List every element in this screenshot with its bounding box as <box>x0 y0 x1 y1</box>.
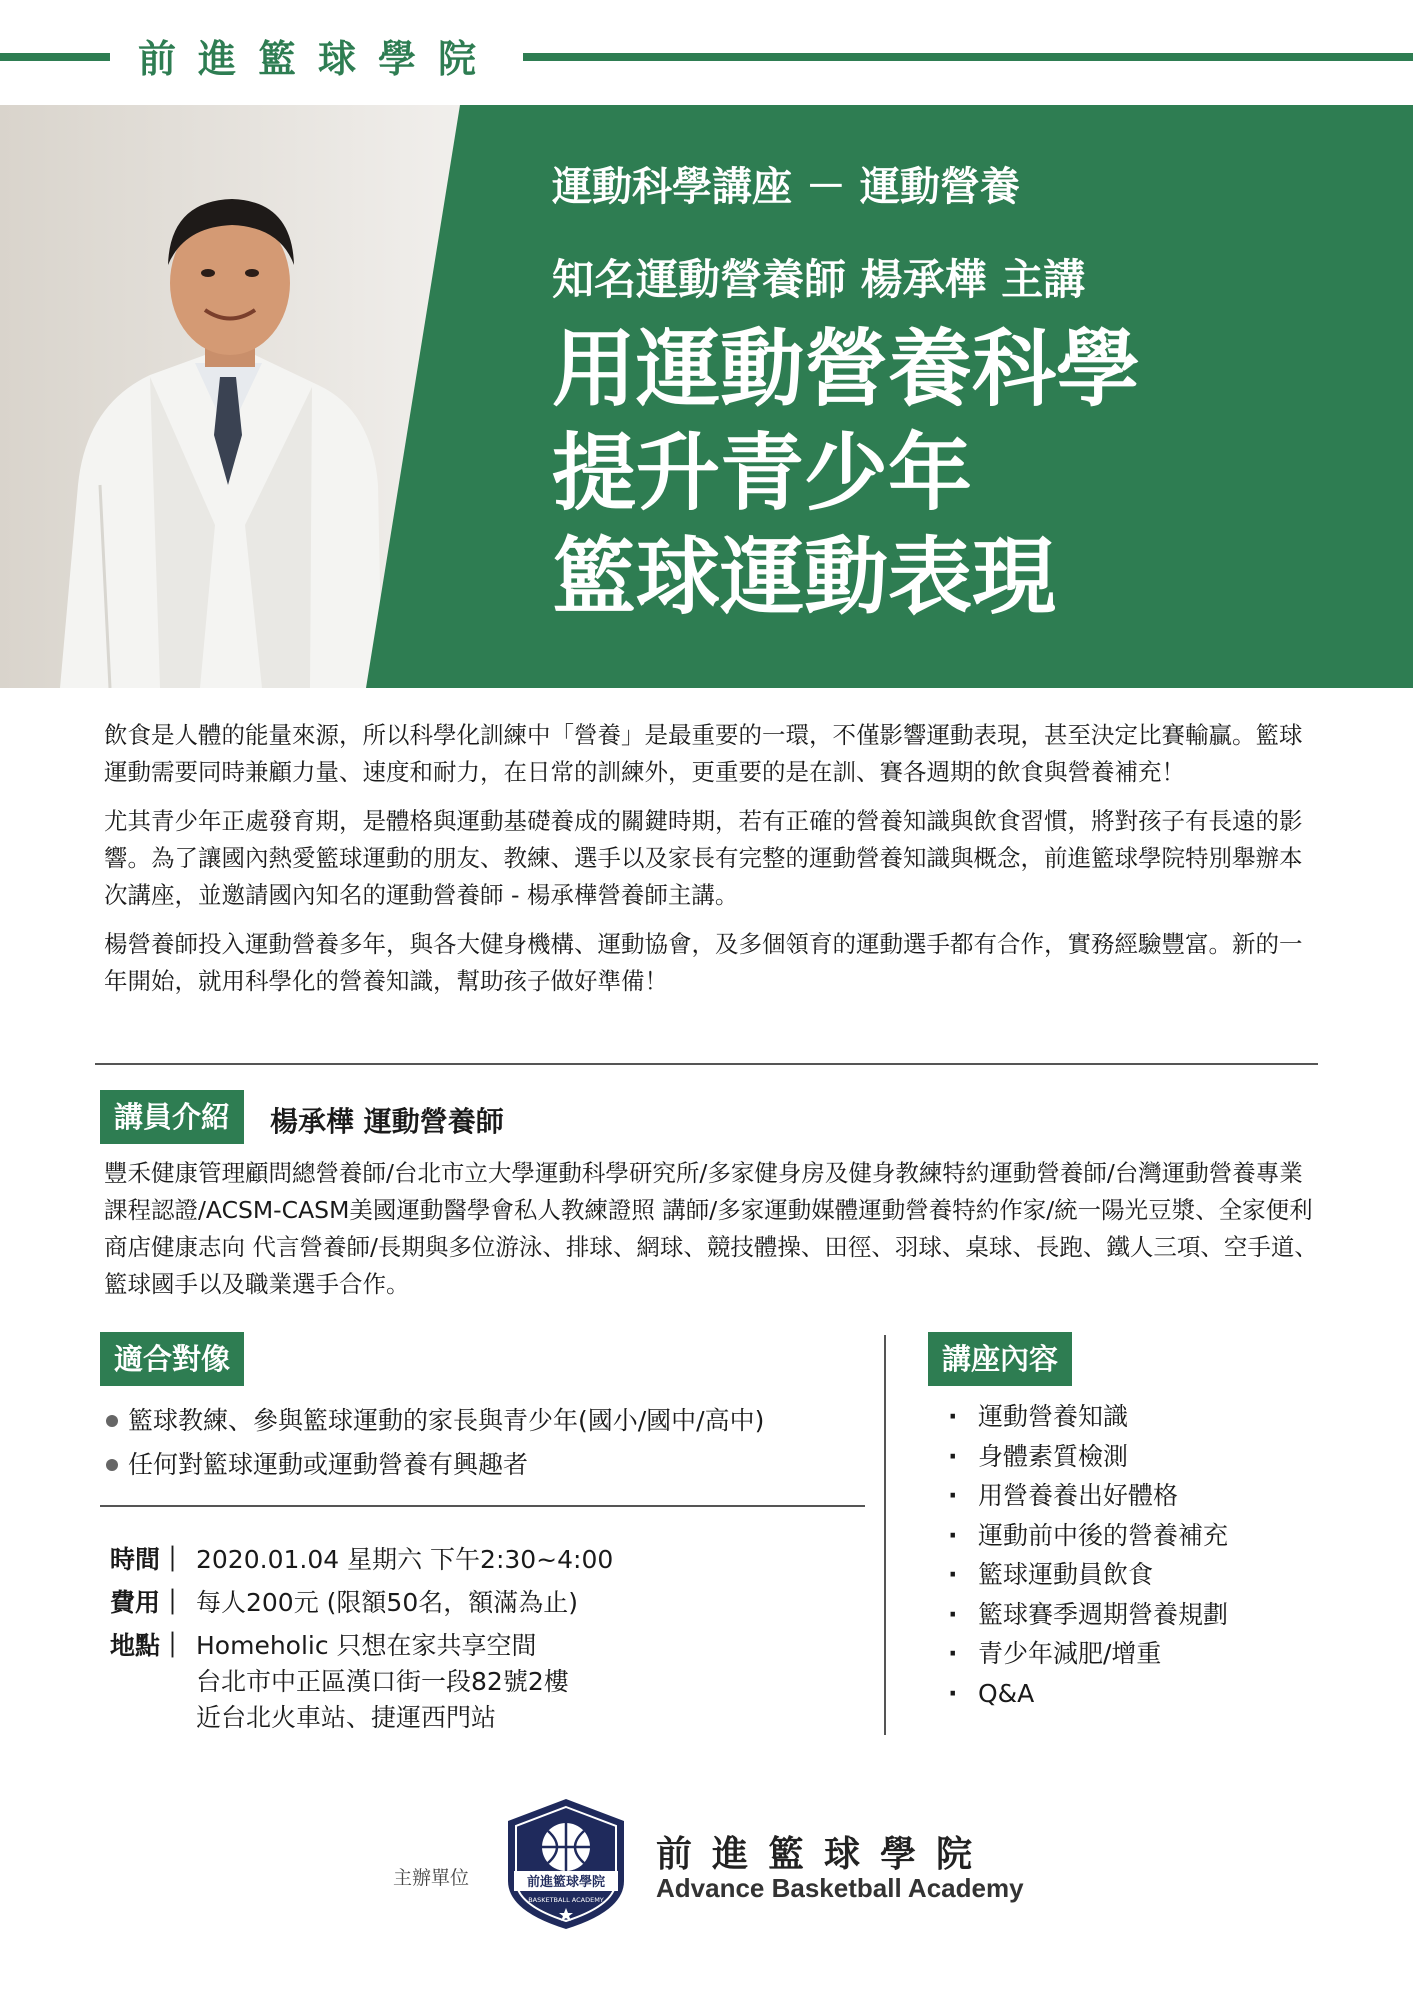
list-item: 籃球教練、參與籃球運動的家長與青少年(國小/國中/高中) <box>104 1399 764 1443</box>
topics-tag: 講座內容 <box>928 1332 1072 1386</box>
audience-tag: 適合對像 <box>100 1332 244 1386</box>
info-place-line: 近台北火車站、捷運西門站 <box>196 1703 497 1732</box>
logo-small-text: BASKETBALL ACADEMY <box>528 1896 604 1904</box>
section-divider <box>95 1063 1318 1065</box>
list-item: · 用營養養出好體格 <box>948 1476 1228 1516</box>
host-label: 主辦單位 <box>393 1867 470 1889</box>
instructor-tag: 講員介紹 <box>100 1090 244 1144</box>
footer-org-name-zh: 前進籃球學院 <box>656 1834 993 1875</box>
list-item: · 籃球運動員飲食 <box>948 1555 1228 1595</box>
topics-list <box>948 1397 1228 1713</box>
column-divider <box>884 1335 886 1735</box>
top-header-bar <box>0 0 1413 105</box>
intro-paragraph: 尤其青少年正處發育期，是體格與運動基礎養成的關鍵時期，若有正確的營養知識與飲食習慣，將對孩子有長遠的影響。為了讓國內熱愛籃球運動的朋友、教練、選手以及家長有完整的運動營養知識與概念，前進籃球學院特別舉辦本次講座，並邀請國內知名的運動營養師 - 楊承樺營養師主講。 <box>104 807 1303 909</box>
header-org-name: 前進籃球學院 <box>138 37 499 81</box>
list-item: · 青少年減肥/增重 <box>948 1634 1228 1674</box>
list-item: · 運動營養知識 <box>948 1397 1228 1437</box>
intro-paragraph: 楊營養師投入運動營養多年，與各大健身機構、運動協會，及多個領育的運動選手都有合作，實務經驗豐富。新的一年開始，就用科學化的營養知識，幫助孩子做好準備！ <box>104 930 1303 995</box>
list-item: · 身體素質檢測 <box>948 1437 1228 1477</box>
instructor-bio: 豐禾健康管理顧問總營養師/台北市立大學運動科學研究所/多家健身房及健身教練特約運動營養師/台灣運動營養專業課程認證/ACSM-CASM美國運動醫學會私人教練證照 講師/多家運動媒體運動營養特約作家/統一陽光豆漿、全家便利商店健康志向 代言營養師/長期與多位游泳、排球、網球、競技體操、田徑、羽球、桌球、長跑、鐵人三項、空手道、籃球國手以及職業選手合作。 <box>104 1159 1318 1298</box>
hero-speaker-line: 知名運動營養師 楊承樺 主講 <box>552 255 1086 304</box>
hero-banner <box>0 105 1413 688</box>
audience-list <box>104 1399 764 1487</box>
list-item: · 運動前中後的營養補充 <box>948 1516 1228 1556</box>
academy-logo-icon <box>500 1795 632 1933</box>
list-item: · Q&A <box>948 1674 1228 1714</box>
hero-subtitle: 運動科學講座 － 運動營養 <box>552 164 1020 210</box>
list-item: 任何對籃球運動或運動營養有興趣者 <box>104 1443 764 1487</box>
instructor-name: 楊承樺 運動營養師 <box>270 1105 504 1138</box>
logo-badge-text: 前進籃球學院 <box>526 1875 606 1890</box>
section-divider <box>100 1505 865 1507</box>
info-label: 地點｜ <box>110 1631 186 1660</box>
info-place-line: 台北市中正區漢口街一段82號2樓 <box>196 1667 569 1696</box>
info-place-line: Homeholic 只想在家共享空間 <box>196 1631 537 1660</box>
footer-org-name-en: Advance Basketball Academy <box>656 1873 1024 1903</box>
intro-paragraph: 飲食是人體的能量來源，所以科學化訓練中「營養」是最重要的一環，不僅影響運動表現，甚至決定比賽輸贏。籃球運動需要同時兼顧力量、速度和耐力，在日常的訓練外，更重要的是在訓、賽各週期的飲食與營養補充！ <box>104 721 1303 786</box>
info-time-value: 2020.01.04 星期六 下午2:30~4:00 <box>196 1545 614 1574</box>
hero-title-line-1: 用運動營養科學 <box>552 320 1141 418</box>
header-rule-left <box>0 53 110 61</box>
info-fee-value: 每人200元 (限額50名，額滿為止) <box>196 1588 578 1617</box>
bullet-icon <box>106 1459 118 1471</box>
intro-section <box>104 717 1324 1012</box>
list-item: · 籃球賽季週期營養規劃 <box>948 1595 1228 1635</box>
hero-title-line-2: 提升青少年 <box>552 424 973 522</box>
bullet-icon <box>106 1415 118 1427</box>
info-label: 費用｜ <box>110 1588 186 1617</box>
hero-title-line-3: 籃球運動表現 <box>552 528 1057 626</box>
header-rule-right <box>523 53 1413 61</box>
info-label: 時間｜ <box>110 1545 186 1574</box>
